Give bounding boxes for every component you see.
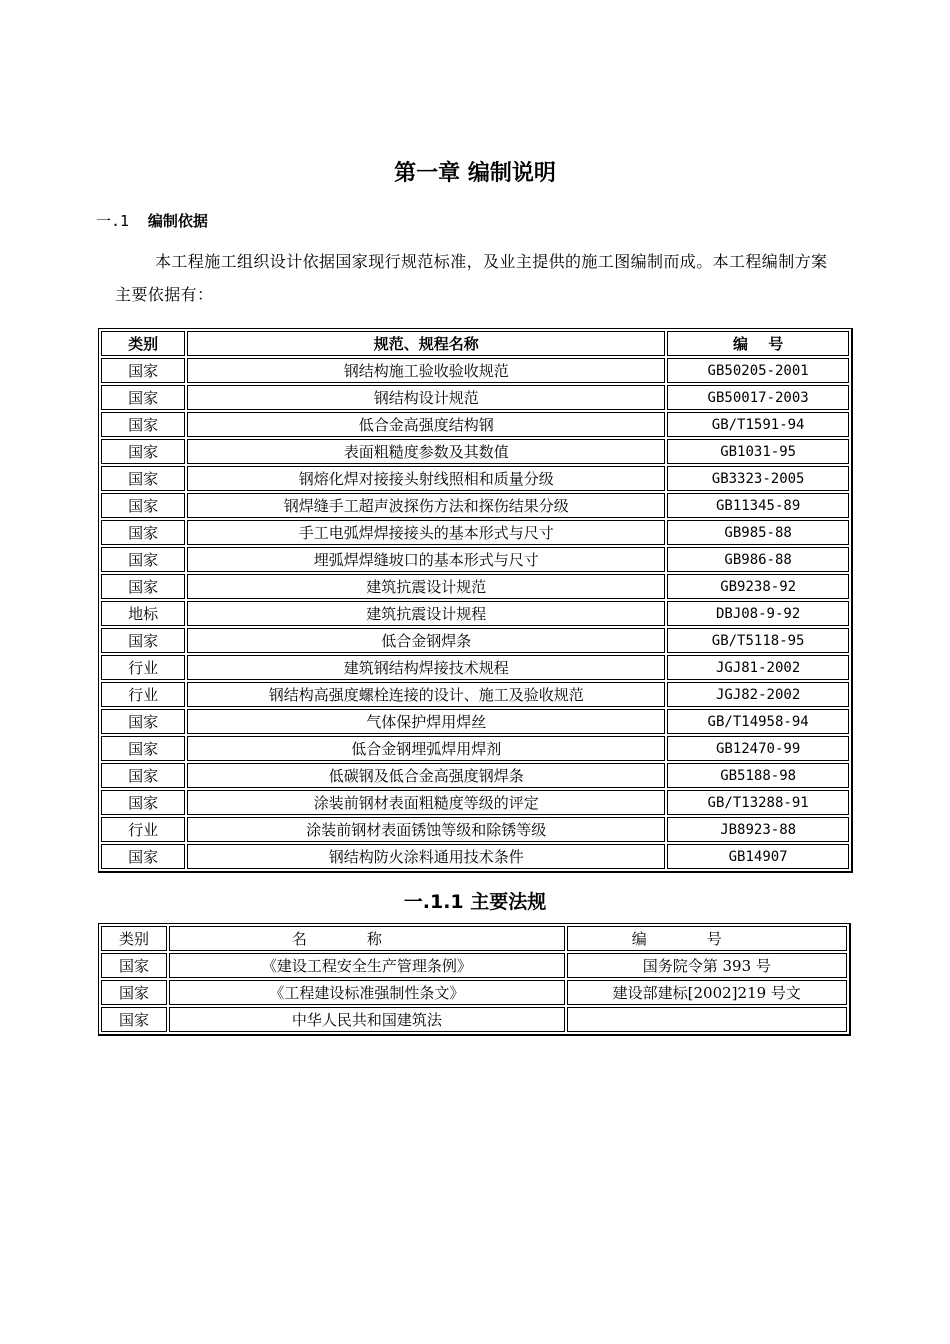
row-name: 涂装前钢材表面粗糙度等级的评定 bbox=[187, 790, 665, 815]
subsection-title: 一.1.1 主要法规 bbox=[403, 891, 547, 913]
table-row bbox=[101, 601, 849, 626]
laws-table bbox=[98, 923, 851, 1036]
row-category: 国家 bbox=[101, 574, 185, 599]
table-row bbox=[101, 439, 849, 464]
row-category: 国家 bbox=[101, 412, 185, 437]
row-name: 低合金钢埋弧焊用焊剂 bbox=[187, 736, 665, 761]
row-category: 国家 bbox=[101, 547, 185, 572]
row-code: GB50017-2003 bbox=[667, 385, 849, 410]
row-code: GB/T1591-94 bbox=[667, 412, 849, 437]
table-row bbox=[101, 980, 847, 1005]
row-name: 钢结构施工验收验收规范 bbox=[187, 358, 665, 383]
table-row bbox=[101, 844, 849, 869]
row-name: 涂装前钢材表面锈蚀等级和除锈等级 bbox=[187, 817, 665, 842]
row-code: GB5188-98 bbox=[667, 763, 849, 788]
section-number: 一.1 bbox=[96, 212, 130, 230]
row-name: 低合金钢焊条 bbox=[187, 628, 665, 653]
table-row bbox=[101, 682, 849, 707]
col-header-category: 类别 bbox=[101, 926, 167, 951]
col-header-code: 编号 bbox=[567, 926, 847, 951]
row-name: 《建设工程安全生产管理条例》 bbox=[169, 953, 565, 978]
row-code: 建设部建标[2002]219 号文 bbox=[567, 980, 847, 1005]
row-code: DBJ08-9-92 bbox=[667, 601, 849, 626]
row-name: 低碳钢及低合金高强度钢焊条 bbox=[187, 763, 665, 788]
row-name: 低合金高强度结构钢 bbox=[187, 412, 665, 437]
table-row bbox=[101, 763, 849, 788]
row-category: 国家 bbox=[101, 790, 185, 815]
table-row bbox=[101, 493, 849, 518]
table-row bbox=[101, 412, 849, 437]
col-header-code: 编 号 bbox=[667, 331, 849, 356]
row-code: GB12470-99 bbox=[667, 736, 849, 761]
section-title: 编制依据 bbox=[147, 212, 208, 230]
row-code: GB986-88 bbox=[667, 547, 849, 572]
row-name: 表面粗糙度参数及其数值 bbox=[187, 439, 665, 464]
row-category: 国家 bbox=[101, 763, 185, 788]
laws-header-row bbox=[101, 926, 847, 951]
row-name: 钢焊缝手工超声波探伤方法和探伤结果分级 bbox=[187, 493, 665, 518]
row-category: 国家 bbox=[101, 358, 185, 383]
row-code: JGJ82-2002 bbox=[667, 682, 849, 707]
row-category: 国家 bbox=[101, 439, 185, 464]
row-category: 行业 bbox=[101, 682, 185, 707]
row-category: 国家 bbox=[101, 493, 185, 518]
row-category: 国家 bbox=[101, 980, 167, 1005]
row-name: 手工电弧焊焊接接头的基本形式与尺寸 bbox=[187, 520, 665, 545]
table-row bbox=[101, 358, 849, 383]
col-header-name: 规范、规程名称 bbox=[187, 331, 665, 356]
table-row bbox=[101, 547, 849, 572]
row-category: 国家 bbox=[101, 466, 185, 491]
standards-table bbox=[98, 328, 853, 873]
chapter-title: 第一章 编制说明 bbox=[394, 161, 556, 186]
row-code: GB/T14958-94 bbox=[667, 709, 849, 734]
row-name: 建筑抗震设计规程 bbox=[187, 601, 665, 626]
table-row bbox=[101, 790, 849, 815]
standards-header-row bbox=[101, 331, 849, 356]
table-row bbox=[101, 520, 849, 545]
col-header-category: 类别 bbox=[101, 331, 185, 356]
intro-paragraph: 本工程施工组织设计依据国家现行规范标准，及业主提供的施工图编制而成。本工程编制方案主要依据有： bbox=[115, 252, 828, 304]
row-code bbox=[567, 1007, 847, 1032]
row-code: GB/T13288-91 bbox=[667, 790, 849, 815]
table-row bbox=[101, 385, 849, 410]
row-category: 国家 bbox=[101, 709, 185, 734]
row-code: GB9238-92 bbox=[667, 574, 849, 599]
row-category: 国家 bbox=[101, 736, 185, 761]
row-name: 建筑抗震设计规范 bbox=[187, 574, 665, 599]
table-row bbox=[101, 736, 849, 761]
row-category: 国家 bbox=[101, 844, 185, 869]
row-category: 国家 bbox=[101, 628, 185, 653]
table-row bbox=[101, 817, 849, 842]
row-code: GB3323-2005 bbox=[667, 466, 849, 491]
row-code: GB985-88 bbox=[667, 520, 849, 545]
row-name: 钢结构高强度螺栓连接的设计、施工及验收规范 bbox=[187, 682, 665, 707]
row-name: 钢熔化焊对接接头射线照相和质量分级 bbox=[187, 466, 665, 491]
row-name: 埋弧焊焊缝坡口的基本形式与尺寸 bbox=[187, 547, 665, 572]
row-category: 行业 bbox=[101, 817, 185, 842]
row-name: 建筑钢结构焊接技术规程 bbox=[187, 655, 665, 680]
row-code: JGJ81-2002 bbox=[667, 655, 849, 680]
table-row bbox=[101, 655, 849, 680]
row-code: GB/T5118-95 bbox=[667, 628, 849, 653]
row-name: 中华人民共和国建筑法 bbox=[169, 1007, 565, 1032]
row-code: GB11345-89 bbox=[667, 493, 849, 518]
section-heading bbox=[96, 210, 208, 231]
row-category: 国家 bbox=[101, 1007, 167, 1032]
row-category: 国家 bbox=[101, 385, 185, 410]
col-header-name: 名称 bbox=[169, 926, 565, 951]
table-row bbox=[101, 1007, 847, 1032]
row-code: GB50205-2001 bbox=[667, 358, 849, 383]
row-category: 地标 bbox=[101, 601, 185, 626]
row-name: 钢结构设计规范 bbox=[187, 385, 665, 410]
row-category: 国家 bbox=[101, 520, 185, 545]
row-name: 气体保护焊用焊丝 bbox=[187, 709, 665, 734]
table-row bbox=[101, 953, 847, 978]
table-row bbox=[101, 628, 849, 653]
table-row bbox=[101, 709, 849, 734]
row-name: 《工程建设标准强制性条文》 bbox=[169, 980, 565, 1005]
row-code: 国务院令第 393 号 bbox=[567, 953, 847, 978]
row-code: GB14907 bbox=[667, 844, 849, 869]
table-row bbox=[101, 466, 849, 491]
row-category: 行业 bbox=[101, 655, 185, 680]
row-category: 国家 bbox=[101, 953, 167, 978]
row-code: GB1031-95 bbox=[667, 439, 849, 464]
table-row bbox=[101, 574, 849, 599]
row-name: 钢结构防火涂料通用技术条件 bbox=[187, 844, 665, 869]
row-code: JB8923-88 bbox=[667, 817, 849, 842]
